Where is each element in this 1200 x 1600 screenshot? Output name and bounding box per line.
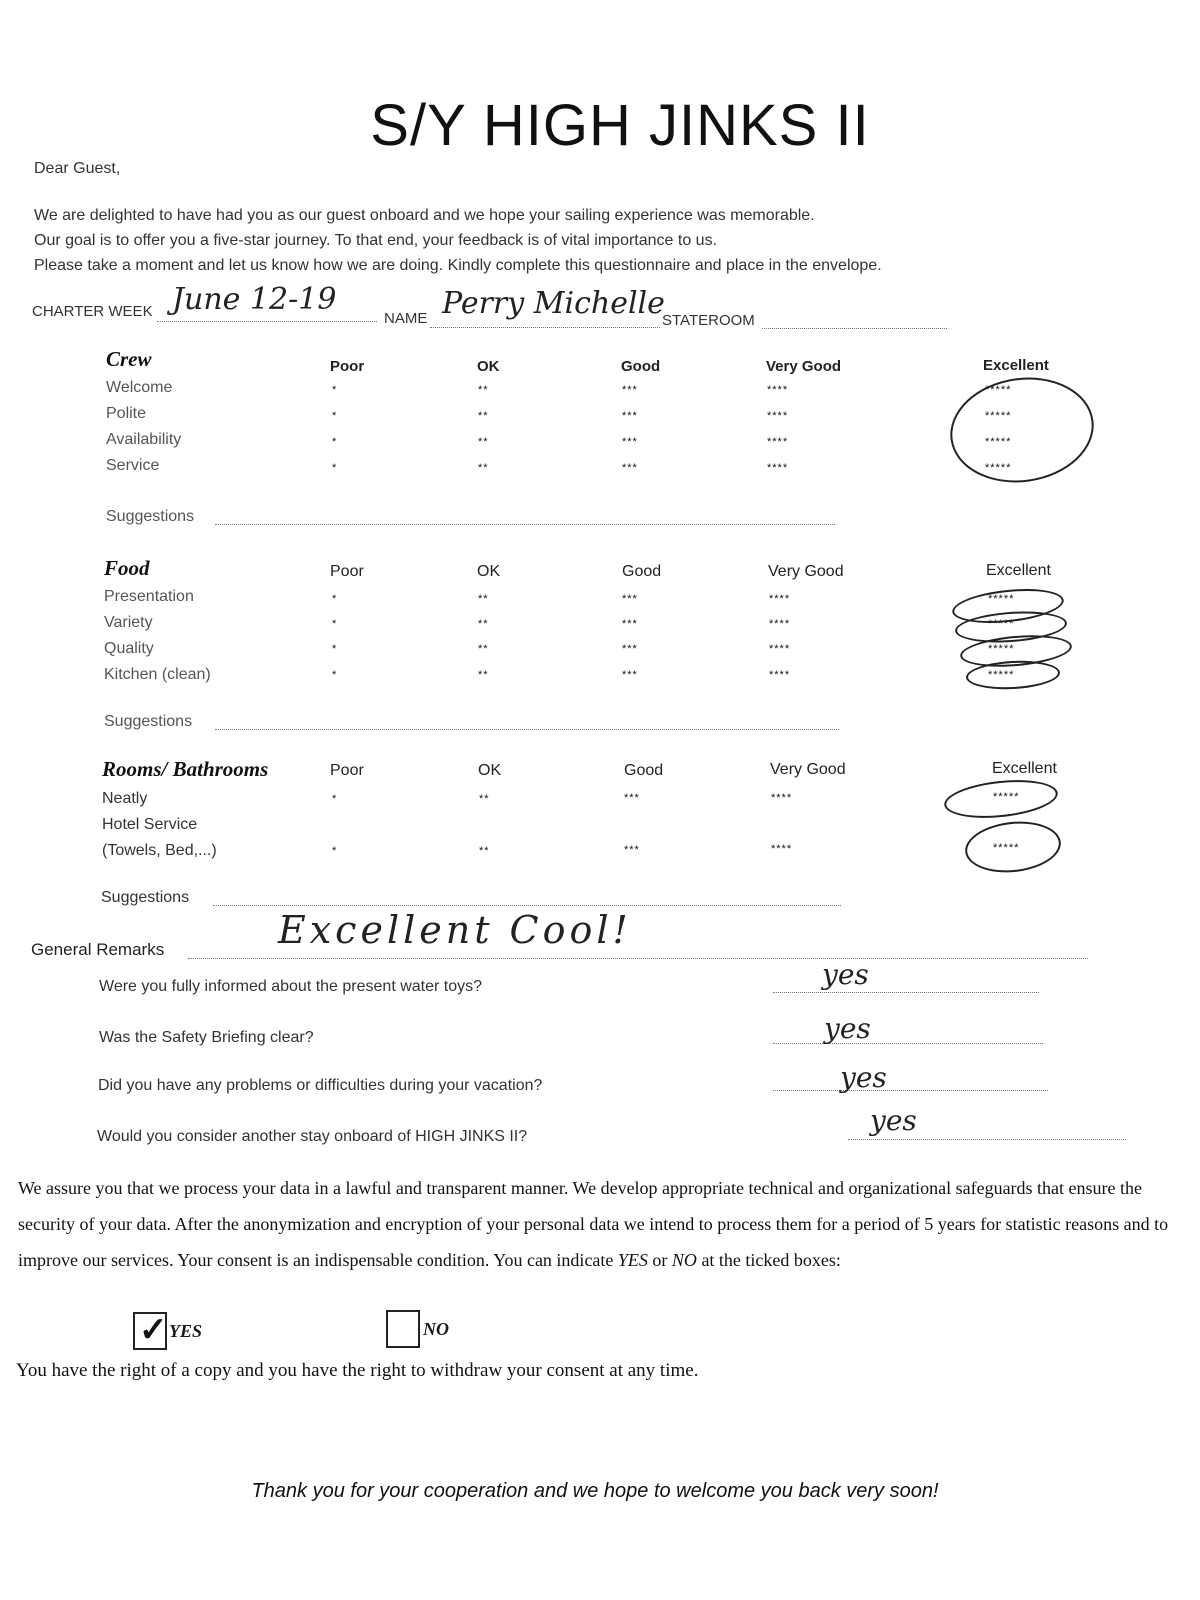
suggestions-line[interactable]	[215, 728, 839, 730]
row-label-hotel-service: Hotel Service	[102, 816, 198, 833]
selection-circle-mark	[943, 368, 1100, 491]
rating-option[interactable]: *****	[985, 410, 1012, 422]
rating-option[interactable]: ***	[622, 384, 638, 396]
rating-option[interactable]: ****	[767, 436, 789, 448]
general-remarks-value[interactable]: Excellent Cool!	[278, 908, 632, 952]
column-poor: Poor	[330, 358, 365, 375]
intro-line: Our goal is to offer you a five-star journey. To that end, your feedback is of vital importance to us.	[34, 232, 718, 249]
rating-option[interactable]: *	[332, 593, 338, 605]
question-another-stay: Would you consider another stay onboard of HIGH JINKS II?	[97, 1128, 528, 1145]
row-label-neatly: Neatly	[102, 790, 148, 807]
rating-option[interactable]: *****	[985, 462, 1012, 474]
row-label-towels-bed: (Towels, Bed,...)	[102, 842, 217, 859]
column-ok: OK	[478, 762, 502, 779]
stateroom-label: STATEROOM	[662, 312, 755, 329]
section-title-rooms: Rooms/ Bathrooms	[102, 757, 269, 781]
rating-option[interactable]: *	[332, 384, 338, 396]
selection-circle-mark	[942, 775, 1059, 823]
column-very-good: Very Good	[768, 563, 844, 580]
rating-option[interactable]: ***	[622, 618, 638, 630]
rating-option[interactable]: **	[478, 384, 489, 396]
column-good: Good	[622, 563, 662, 580]
section-title-food: Food	[104, 556, 150, 580]
rating-option[interactable]: ****	[771, 792, 793, 804]
answer-line[interactable]	[848, 1138, 1126, 1140]
greeting: Dear Guest,	[34, 160, 121, 177]
rating-option[interactable]: **	[478, 643, 489, 655]
answer-line[interactable]	[773, 991, 1039, 993]
rating-option[interactable]: **	[479, 793, 490, 805]
name-value[interactable]: Perry Michelle	[442, 286, 665, 321]
rating-option[interactable]: ****	[767, 462, 789, 474]
row-label-polite: Polite	[106, 405, 147, 422]
question-water-toys: Were you fully informed about the present water toys?	[99, 978, 483, 995]
suggestions-label: Suggestions	[101, 889, 190, 906]
charter-week-label: CHARTER WEEK	[32, 303, 153, 320]
rating-option[interactable]: ***	[622, 462, 638, 474]
rating-option[interactable]: *	[332, 793, 338, 805]
rating-option[interactable]: *****	[988, 593, 1015, 605]
rating-option[interactable]: ***	[624, 792, 640, 804]
footer-thanks: Thank you for your cooperation and we hope to welcome you back very soon!	[251, 1480, 939, 1502]
suggestions-line[interactable]	[215, 523, 835, 525]
no-checkbox[interactable]	[386, 1310, 420, 1348]
document-title: S/Y HIGH JINKS II	[370, 93, 870, 158]
row-label-presentation: Presentation	[104, 588, 194, 605]
consent-paragraph-tail: at the ticked boxes:	[701, 1250, 841, 1270]
rating-option[interactable]: *	[332, 462, 338, 474]
consent-text: We assure you that we process your data in a lawful and transparent manner. We develop appropriate technical and organizational safeguards that ensure the security of your data. After the anonymization and encryption of your personal data we intend to process them for a period of 5 years for statistic reasons and to improve our services. Your consent is an indispensable condition. You can indicate YES or NO at the ticked boxes:	[18, 1178, 1169, 1270]
general-remarks-line[interactable]	[188, 957, 1088, 959]
rating-option[interactable]: ****	[767, 410, 789, 422]
row-label-quality: Quality	[104, 640, 154, 657]
rating-option[interactable]: *****	[988, 669, 1015, 681]
section-title-crew: Crew	[106, 347, 152, 371]
rating-option[interactable]: ****	[769, 618, 791, 630]
rating-option[interactable]: **	[478, 618, 489, 630]
name-line	[430, 326, 660, 328]
column-excellent: Excellent	[983, 357, 1049, 374]
rating-option[interactable]: *****	[993, 791, 1020, 803]
yes-checkbox[interactable]	[133, 1312, 167, 1350]
column-poor: Poor	[330, 563, 364, 580]
rating-option[interactable]: ***	[622, 436, 638, 448]
rating-option[interactable]: **	[478, 593, 489, 605]
stateroom-line[interactable]	[762, 327, 947, 329]
column-ok: OK	[477, 563, 501, 580]
column-poor: Poor	[330, 762, 364, 779]
rating-option[interactable]: ****	[767, 384, 789, 396]
rating-option[interactable]: ****	[769, 669, 791, 681]
name-label: NAME	[384, 310, 428, 327]
column-good: Good	[624, 762, 664, 779]
rating-option[interactable]: **	[478, 669, 489, 681]
answer-another-stay[interactable]: yes	[870, 1104, 917, 1137]
rating-option[interactable]: *	[332, 410, 338, 422]
rating-option[interactable]: *****	[985, 384, 1012, 396]
consent-paragraph: We assure you that we process your data in a lawful and transparent manner. We develop appropriate technical and organizational safeguards that ensure the security of your data. After the anonymization and encryption of your personal data we intend to process them for a period of 5 years for statistic reasons and to improve our services. Your consent is an indispensable condition. You can indicate	[18, 1178, 1169, 1270]
consent-inline-no: NO	[671, 1250, 697, 1270]
rating-option[interactable]: *****	[988, 643, 1015, 655]
rating-option[interactable]: **	[478, 410, 489, 422]
rating-option[interactable]: *****	[988, 618, 1015, 630]
rating-option[interactable]: ****	[769, 593, 791, 605]
rating-option[interactable]: *	[332, 669, 338, 681]
rating-option[interactable]: *	[332, 618, 338, 630]
answer-safety-briefing[interactable]: yes	[824, 1012, 871, 1045]
question-problems: Did you have any problems or difficulties during your vacation?	[98, 1077, 543, 1094]
general-remarks-label: General Remarks	[31, 940, 165, 959]
row-label-kitchen: Kitchen (clean)	[104, 666, 211, 683]
answer-line[interactable]	[773, 1089, 1048, 1091]
question-safety-briefing: Was the Safety Briefing clear?	[99, 1029, 314, 1046]
column-excellent: Excellent	[986, 562, 1051, 579]
charter-week-line	[157, 320, 377, 322]
consent-rights: You have the right of a copy and you have the right to withdraw your consent at any time.	[16, 1360, 699, 1381]
column-very-good: Very Good	[766, 358, 842, 375]
column-good: Good	[621, 358, 661, 375]
rating-option[interactable]: ***	[622, 643, 638, 655]
rating-option[interactable]: *****	[993, 842, 1020, 854]
charter-week-value[interactable]: June 12-19	[172, 282, 337, 317]
row-label-variety: Variety	[104, 614, 153, 631]
suggestions-label: Suggestions	[106, 508, 195, 525]
rating-option[interactable]: ***	[622, 593, 638, 605]
answer-line[interactable]	[773, 1042, 1043, 1044]
column-excellent: Excellent	[992, 760, 1057, 777]
rating-option[interactable]: *	[332, 845, 338, 857]
intro-line: We are delighted to have had you as our guest onboard and we hope your sailing experience was memorable.	[34, 207, 815, 224]
rating-option[interactable]: ****	[769, 643, 791, 655]
rating-option[interactable]: *	[332, 436, 338, 448]
rating-option[interactable]: *****	[985, 436, 1012, 448]
intro-line: Please take a moment and let us know how we are doing. Kindly complete this questionnaire and place in the envelope.	[34, 257, 882, 274]
rating-option[interactable]: ***	[624, 844, 640, 856]
column-ok: OK	[477, 358, 500, 375]
row-label-service: Service	[106, 457, 160, 474]
selection-circle-mark	[963, 817, 1064, 877]
rating-option[interactable]: ***	[622, 410, 638, 422]
rating-option[interactable]: ***	[622, 669, 638, 681]
rating-option[interactable]: **	[478, 436, 489, 448]
suggestions-line[interactable]	[213, 904, 841, 906]
no-label: NO	[423, 1319, 449, 1339]
suggestions-label: Suggestions	[104, 713, 193, 730]
rating-option[interactable]: **	[478, 462, 489, 474]
row-label-welcome: Welcome	[106, 379, 173, 396]
column-very-good: Very Good	[770, 761, 846, 778]
answer-problems[interactable]: yes	[840, 1061, 887, 1094]
answer-water-toys[interactable]: yes	[822, 958, 869, 991]
rating-option[interactable]: *	[332, 643, 338, 655]
consent-inline-yes: YES	[617, 1250, 648, 1270]
rating-option[interactable]: **	[479, 845, 490, 857]
rating-option[interactable]: ****	[771, 843, 793, 855]
checkmark-icon: ✓	[139, 1311, 168, 1349]
yes-label: YES	[169, 1321, 203, 1341]
row-label-availability: Availability	[106, 431, 182, 448]
